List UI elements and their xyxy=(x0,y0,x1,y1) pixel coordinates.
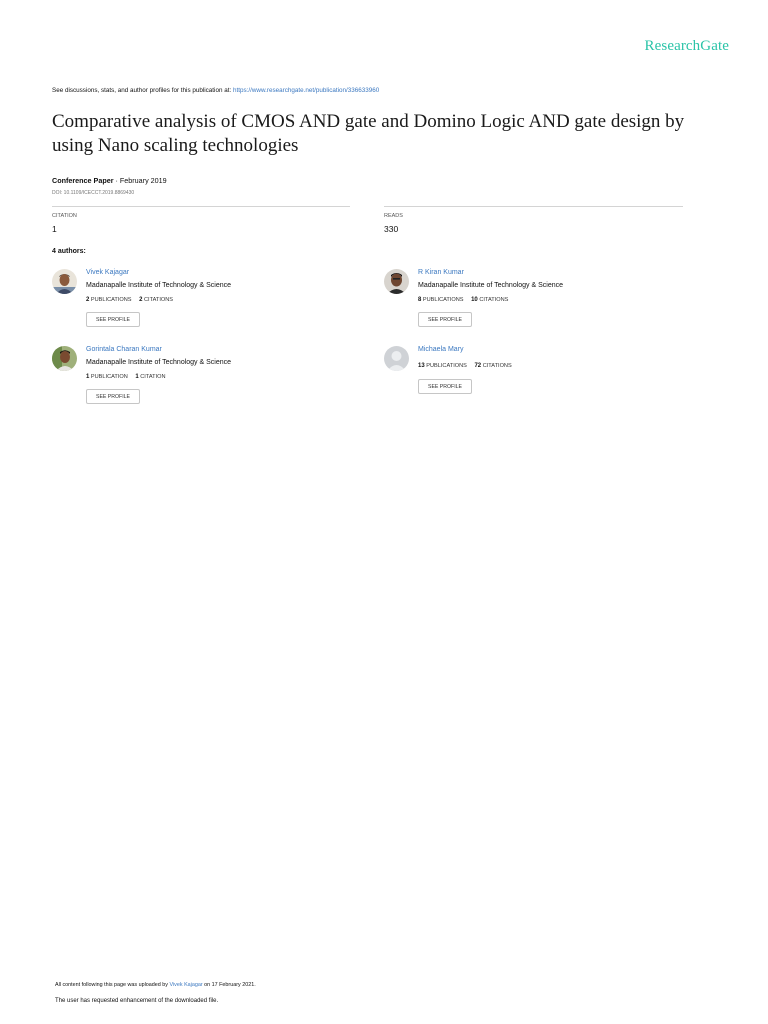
author-avatar[interactable] xyxy=(52,346,77,371)
see-profile-button[interactable]: SEE PROFILE xyxy=(86,312,140,327)
upload-note xyxy=(55,982,256,988)
citation-label: CITATION xyxy=(140,374,166,380)
author-stats xyxy=(86,374,166,380)
author-stats xyxy=(86,297,173,303)
author-institution: Madanapalle Institute of Technology & Science xyxy=(86,359,232,366)
publication-link[interactable]: https://www.researchgate.net/publication/336633960 xyxy=(232,87,380,94)
reads-label: READS xyxy=(384,213,403,219)
citation-count: 72 xyxy=(474,363,482,369)
citation-count: 1 xyxy=(135,374,139,380)
author-institution: Madanapalle Institute of Technology & Science xyxy=(86,282,232,289)
citation-count: 2 xyxy=(139,297,143,303)
author-card xyxy=(52,346,352,410)
citation-count: 10 xyxy=(471,297,478,303)
authors-heading: 4 authors: xyxy=(52,248,86,255)
citation-label: CITATION xyxy=(52,213,77,219)
see-profile-button[interactable]: SEE PROFILE xyxy=(418,379,472,394)
reads-count: 330 xyxy=(384,224,399,234)
researchgate-logo[interactable]: ResearchGate xyxy=(644,38,729,54)
publication-label: PUBLICATIONS xyxy=(422,297,464,303)
publication-count: 13 xyxy=(418,363,425,369)
paper-title: Comparative analysis of CMOS AND gate and Domino Logic AND gate design by using Nano scaling technologies xyxy=(52,111,685,156)
author-name[interactable]: Michaela Mary xyxy=(418,346,464,353)
author-institution: Madanapalle Institute of Technology & Science xyxy=(418,282,564,289)
divider-left xyxy=(52,206,350,207)
publication-count: 2 xyxy=(86,297,90,303)
publication-count: 8 xyxy=(418,297,422,303)
paper-meta xyxy=(52,176,167,185)
publication-count: 1 xyxy=(86,374,90,380)
paper-date: · February 2019 xyxy=(115,176,167,185)
uploader-link[interactable]: Vivek Kajagar xyxy=(169,982,203,988)
see-profile-button[interactable]: SEE PROFILE xyxy=(86,389,140,404)
author-name[interactable]: R Kiran Kumar xyxy=(418,269,464,276)
paper-doi: DOI: 10.1109/ICECCT.2019.8869430 xyxy=(52,190,135,196)
default-avatar-icon[interactable] xyxy=(384,346,409,371)
author-avatar[interactable] xyxy=(52,269,77,294)
publication-label: PUBLICATIONS xyxy=(90,297,132,303)
divider-right xyxy=(384,206,683,207)
discussion-text: See discussions, stats, and author profiles for this publication at: xyxy=(52,87,232,94)
author-name[interactable]: Vivek Kajagar xyxy=(86,269,130,276)
citation-label: CITATIONS xyxy=(482,363,512,369)
author-avatar[interactable] xyxy=(384,269,409,294)
publication-label: PUBLICATION xyxy=(90,374,128,380)
upload-suffix: on 17 February 2021. xyxy=(204,982,256,988)
citation-label: CITATIONS xyxy=(144,297,174,303)
author-name[interactable]: Gorintala Charan Kumar xyxy=(86,346,162,353)
publication-label: PUBLICATIONS xyxy=(426,363,467,369)
author-stats xyxy=(418,297,508,303)
paper-type: Conference Paper xyxy=(52,176,114,185)
discussion-line xyxy=(52,87,379,94)
citation-count: 1 xyxy=(52,224,57,234)
author-card xyxy=(52,269,352,333)
citation-label: CITATIONS xyxy=(479,297,509,303)
author-card xyxy=(384,269,684,333)
upload-prefix: All content following this page was uploaded by xyxy=(55,982,168,988)
see-profile-button[interactable]: SEE PROFILE xyxy=(418,312,472,327)
author-card xyxy=(384,346,684,398)
enhancement-note: The user has requested enhancement of the downloaded file. xyxy=(55,998,219,1004)
author-stats xyxy=(418,363,512,369)
